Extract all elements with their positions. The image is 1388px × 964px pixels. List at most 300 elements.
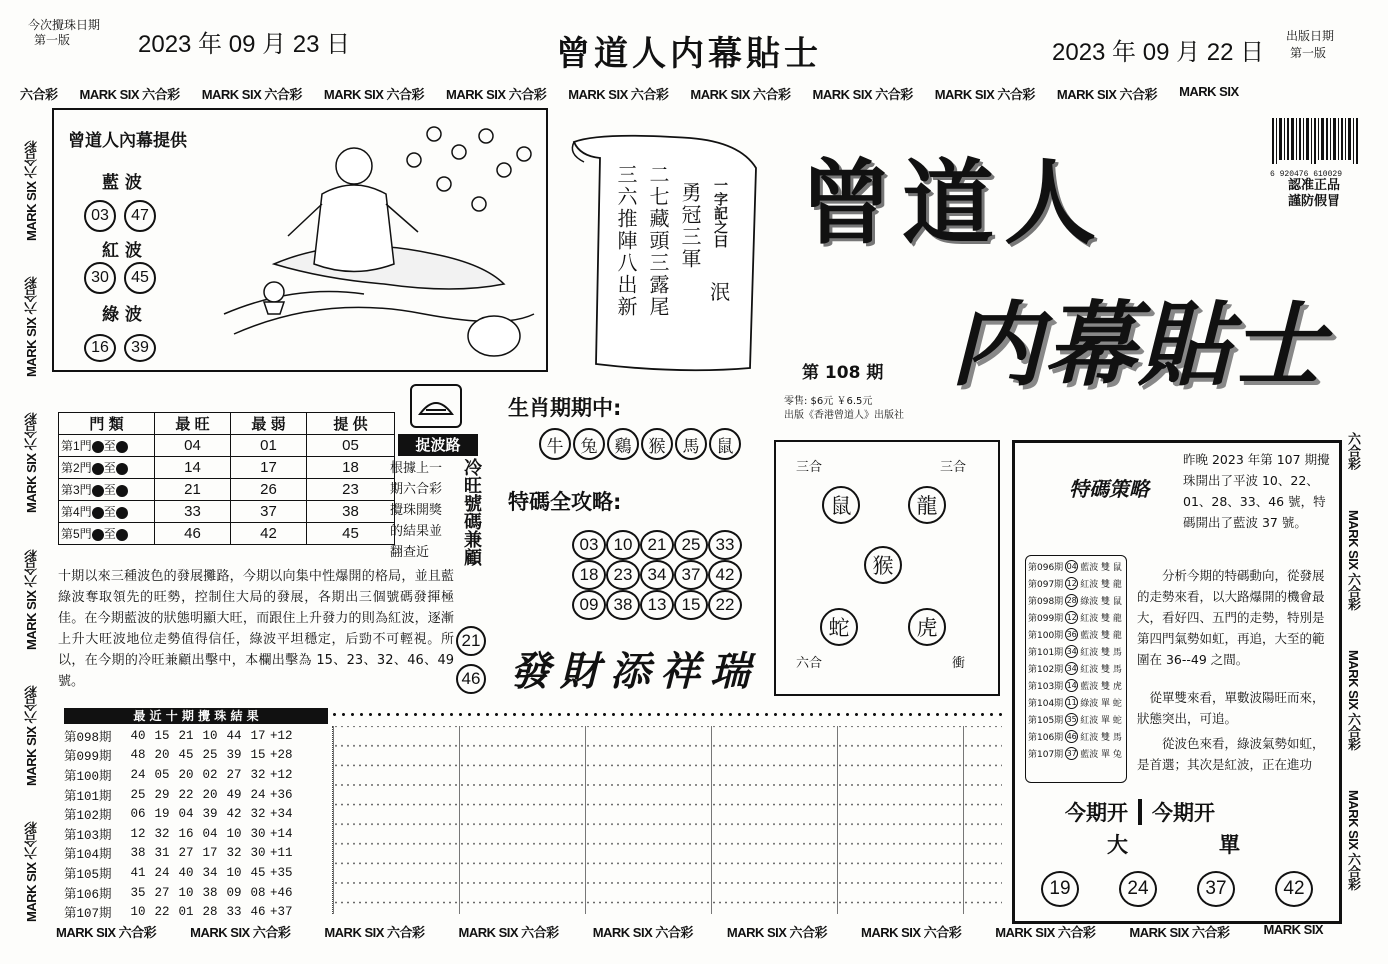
history-row xyxy=(1028,677,1126,694)
result-special-num: 12 xyxy=(277,767,293,782)
brand-mark: MARK SIX 六合彩 xyxy=(934,87,1035,102)
result-num: 17 xyxy=(250,728,266,743)
wave-route-title: 捉波路 xyxy=(398,434,478,456)
blue-wave-label: 藍 波 xyxy=(102,173,142,193)
special-row xyxy=(572,560,742,590)
gate-label: 第1門 xyxy=(61,439,92,453)
history-text: 藍波 雙 龍 xyxy=(1080,631,1122,641)
harmony-tr: 三合 xyxy=(940,460,967,475)
result-num: 24 xyxy=(130,767,146,782)
brand-mark: MARK SIX 六合彩 xyxy=(1346,509,1361,610)
result-special: +12 xyxy=(270,767,293,782)
result-num: 35 xyxy=(130,885,146,900)
result-period: 第099期 xyxy=(64,750,112,765)
history-period: 第099期 xyxy=(1028,614,1064,624)
red-wave-label: 紅 波 xyxy=(102,241,142,261)
gate-give: 05 xyxy=(307,435,395,457)
zodiac-animals xyxy=(538,428,742,460)
result-num: 15 xyxy=(250,748,266,763)
zodiac-animal: 兔 xyxy=(573,428,605,460)
result-period: 第102期 xyxy=(64,809,112,824)
results-title: 最 近 十 期 攪 珠 結 果 xyxy=(64,708,328,724)
history-text: 紅波 雙 馬 xyxy=(1080,648,1122,658)
special-slogan: 發財添祥瑞 xyxy=(510,649,760,695)
harmony-dragon: 龍 xyxy=(908,486,946,524)
wave-provider: 曾道人內幕提供 xyxy=(68,131,187,151)
gate-cold: 01 xyxy=(231,435,307,457)
result-special: +36 xyxy=(270,787,293,802)
result-num: 40 xyxy=(130,728,146,743)
history-num: 35 xyxy=(1066,715,1077,724)
result-special: +37 xyxy=(270,905,293,920)
issue-price: 零售: $6元 ￥6.5元 xyxy=(784,396,873,407)
special-num: 38 xyxy=(606,590,640,620)
special-num: 13 xyxy=(640,590,674,620)
gate-table-grid xyxy=(58,412,395,545)
draw-edition: 第一版 xyxy=(34,33,71,47)
brand-mark: MARK SIX 六合彩 xyxy=(56,925,157,940)
result-num: 09 xyxy=(226,885,242,900)
special-num: 23 xyxy=(606,560,640,590)
dot-icon xyxy=(92,485,104,497)
brand-mark: MARK SIX 六合彩 xyxy=(446,87,547,102)
result-special: +35 xyxy=(270,865,293,880)
history-row xyxy=(1028,626,1126,643)
gate-header: 門 類 xyxy=(59,413,155,435)
issue-number: 第 108 期 xyxy=(802,363,884,383)
history-text: 紅波 雙 馬 xyxy=(1080,665,1122,675)
result-num: 04 xyxy=(202,826,218,841)
result-period: 第105期 xyxy=(64,867,112,882)
history-num: 11 xyxy=(1066,698,1077,707)
result-num: 42 xyxy=(226,807,242,822)
strategy-num: 37 xyxy=(1197,871,1235,907)
result-num: 41 xyxy=(130,865,146,880)
special-num: 25 xyxy=(674,530,708,560)
brand-mark: MARK SIX 六合彩 xyxy=(1056,87,1158,102)
gate-table xyxy=(58,412,395,545)
history-period: 第102期 xyxy=(1028,665,1064,675)
result-special-num: 34 xyxy=(277,807,293,822)
brand-mark-end: MARK SIX xyxy=(1179,84,1239,99)
gate-cold: 17 xyxy=(231,457,307,479)
history-period: 第105期 xyxy=(1028,716,1064,726)
result-num: 49 xyxy=(226,787,242,802)
table-row xyxy=(59,457,395,479)
blue-wave-num: 47 xyxy=(124,200,156,232)
blue-wave-nums xyxy=(84,200,156,232)
brand-mark: MARK SIX 六合彩 xyxy=(861,925,962,940)
history-period: 第096期 xyxy=(1028,563,1064,573)
gate-give: 23 xyxy=(307,479,395,501)
dot-icon xyxy=(92,463,104,475)
gate-give: 38 xyxy=(307,501,395,523)
green-wave-num: 16 xyxy=(84,334,116,362)
result-num: 33 xyxy=(226,905,242,920)
poem-side-word: 泯 xyxy=(710,280,730,304)
brand-mark: MARK SIX 六合彩 xyxy=(324,925,425,940)
history-text: 紅波 單 蛇 xyxy=(1080,716,1122,726)
brand-mark: MARK SIX 六合彩 xyxy=(190,925,291,940)
result-special-num: 28 xyxy=(277,748,293,763)
strategy-p2: 從單雙來看，單數波陽旺而來，狀態突出，可追。 xyxy=(1137,690,1325,726)
special-num: 09 xyxy=(572,590,606,620)
history-num: 34 xyxy=(1066,647,1077,656)
gate-header: 最 旺 xyxy=(155,413,231,435)
result-num: 21 xyxy=(178,728,194,743)
result-period: 第100期 xyxy=(64,769,112,784)
result-num: 31 xyxy=(154,846,170,861)
wave-panel xyxy=(52,108,548,372)
dot-icon xyxy=(116,485,128,497)
history-period: 第098期 xyxy=(1028,597,1064,607)
result-num: 39 xyxy=(226,748,242,763)
strategy-num: 24 xyxy=(1119,871,1157,907)
result-num: 24 xyxy=(154,865,170,880)
history-text: 綠波 單 蛇 xyxy=(1080,699,1122,709)
brand-mark: MARK SIX 六合彩 xyxy=(24,277,39,378)
red-wave-num: 45 xyxy=(124,262,156,294)
pub-label: 出版日期 xyxy=(1286,29,1335,43)
history-row xyxy=(1028,745,1126,762)
result-num: 15 xyxy=(154,728,170,743)
history-text: 紅波 雙 龍 xyxy=(1080,614,1122,624)
brand-mark: MARK SIX 六合彩 xyxy=(24,821,39,922)
result-special-num: 14 xyxy=(277,826,293,841)
strategy-num: 19 xyxy=(1041,871,1079,907)
barcode-icon xyxy=(1270,118,1360,166)
special-num: 18 xyxy=(572,560,606,590)
zodiac-animal: 牛 xyxy=(539,428,571,460)
result-num: 39 xyxy=(202,807,218,822)
history-row xyxy=(1028,575,1126,592)
gate-cold: 42 xyxy=(231,523,307,545)
history-num: 14 xyxy=(1066,681,1077,690)
result-special: +46 xyxy=(270,885,293,900)
history-num: 34 xyxy=(1066,664,1077,673)
gate-label: 第4門 xyxy=(61,505,92,519)
result-num: 17 xyxy=(202,846,218,861)
brand-mark: MARK SIX 六合彩 xyxy=(24,413,39,514)
history-text: 藍波 雙 虎 xyxy=(1080,682,1122,692)
result-num: 06 xyxy=(130,807,146,822)
result-num: 27 xyxy=(178,846,194,861)
gate-hot: 21 xyxy=(155,479,231,501)
table-row xyxy=(64,902,300,922)
special-num: 21 xyxy=(640,530,674,560)
green-wave-label: 綠 波 xyxy=(102,305,142,325)
result-num: 10 xyxy=(178,885,194,900)
gate-cold: 37 xyxy=(231,501,307,523)
strategy-num: 42 xyxy=(1275,871,1313,907)
result-num: 05 xyxy=(154,767,170,782)
barcode-digits: 6 920476 610029 xyxy=(1270,170,1343,179)
gate-label: 第5門 xyxy=(61,527,92,541)
brand-lhc: 六合彩 xyxy=(20,87,58,102)
brand-mark: MARK SIX 六合彩 xyxy=(458,925,559,940)
special-num: 03 xyxy=(572,530,606,560)
history-row xyxy=(1028,558,1126,575)
table-row xyxy=(64,844,300,864)
green-wave-num: 39 xyxy=(124,334,156,362)
results-dot-grid xyxy=(332,726,1002,914)
table-row xyxy=(64,824,300,844)
draw-date: 2023 年 09 月 23 日 xyxy=(138,31,351,58)
logo-line2: 内幕貼士 xyxy=(950,292,1327,399)
dot-icon xyxy=(116,529,128,541)
result-num: 08 xyxy=(250,885,266,900)
result-num: 29 xyxy=(154,787,170,802)
sage-illustration xyxy=(204,114,544,368)
brand-mark: 六合彩 xyxy=(1346,432,1361,470)
issue-publisher: 出版《香港曾道人》出版社 xyxy=(784,410,904,421)
result-period: 第104期 xyxy=(64,848,112,863)
pub-date: 2023 年 09 月 22 日 xyxy=(1052,39,1265,66)
result-num: 45 xyxy=(178,748,194,763)
gate-give: 45 xyxy=(307,523,395,545)
result-num: 22 xyxy=(178,787,194,802)
green-wave-nums xyxy=(84,334,156,362)
result-num: 25 xyxy=(130,787,146,802)
harmony-snake: 蛇 xyxy=(820,608,858,646)
table-row xyxy=(64,785,300,805)
result-special: +12 xyxy=(270,728,293,743)
result-num: 16 xyxy=(178,826,194,841)
result-num: 27 xyxy=(226,767,242,782)
result-num: 10 xyxy=(202,728,218,743)
authentic-notice xyxy=(1288,178,1340,210)
table-row xyxy=(64,765,300,785)
result-num: 40 xyxy=(178,865,194,880)
history-num: 36 xyxy=(1066,630,1077,639)
result-num: 01 xyxy=(178,905,194,920)
results-panel xyxy=(58,708,1004,922)
strategy-p1: 分析今期的特碼動向，從發展的走勢來看，以大路爆開的機會最大，看好四、五門的走勢，特別是第四門氣勢如虹，再追，大至的範圍在 36--49 之間。 xyxy=(1137,568,1325,667)
result-num: 30 xyxy=(250,826,266,841)
zodiac-title: 生肖期期中: xyxy=(508,396,622,420)
result-num: 12 xyxy=(130,826,146,841)
wave-route-num: 21 xyxy=(456,626,486,656)
history-period: 第107期 xyxy=(1028,750,1064,760)
brand-mark: MARK SIX 六合彩 xyxy=(995,925,1096,940)
result-special: +34 xyxy=(270,807,293,822)
special-num: 33 xyxy=(708,530,742,560)
poem-col3: 勇冠三軍 xyxy=(678,182,702,270)
gate-label: 第2門 xyxy=(61,461,92,475)
result-special: +11 xyxy=(270,846,293,861)
history-row xyxy=(1028,609,1126,626)
history-num: 28 xyxy=(1066,596,1077,605)
harmony-monkey: 猴 xyxy=(864,546,902,584)
result-num: 45 xyxy=(250,865,266,880)
brand-mark: MARK SIX 六合彩 xyxy=(24,140,39,242)
history-text: 紅波 雙 龍 xyxy=(1080,580,1122,590)
draw-label: 今次攪珠日期 xyxy=(28,18,101,32)
harmony-bl: 六合 xyxy=(796,656,823,671)
history-text: 紅波 雙 馬 xyxy=(1080,733,1122,743)
history-period: 第103期 xyxy=(1028,682,1064,692)
result-special-num: 46 xyxy=(277,885,293,900)
result-num: 25 xyxy=(202,748,218,763)
history-row xyxy=(1028,711,1126,728)
result-num: 30 xyxy=(250,846,266,861)
result-num: 48 xyxy=(130,748,146,763)
result-num: 20 xyxy=(202,787,218,802)
history-num: 12 xyxy=(1066,579,1077,588)
result-num: 10 xyxy=(226,865,242,880)
table-row xyxy=(59,479,395,501)
brand-mark: MARK SIX 六合彩 xyxy=(1129,925,1230,940)
dot-icon xyxy=(92,507,104,519)
strategy-nums xyxy=(1041,871,1313,907)
table-row xyxy=(64,883,300,903)
history-num: 04 xyxy=(1066,562,1077,571)
result-num: 24 xyxy=(250,787,266,802)
special-row xyxy=(572,530,742,560)
auth-line2: 謹防假冒 xyxy=(1288,194,1341,209)
wave-route-narrow: 根據上一期六合彩攪珠開獎的結果並翻查近 xyxy=(390,461,443,560)
strategy-p3: 從波色來看，綠波氣勢如虹，是首選；其次是紅波，正在進功 xyxy=(1137,736,1325,772)
history-row xyxy=(1028,592,1126,609)
brand-mark: MARK SIX 六合彩 xyxy=(568,87,669,102)
draw-date-label xyxy=(28,18,100,48)
result-num: 10 xyxy=(226,826,242,841)
gate-cold: 26 xyxy=(231,479,307,501)
gate-header: 提 供 xyxy=(307,413,395,435)
strategy-parity: 單 xyxy=(1219,833,1240,857)
table-row xyxy=(64,804,300,824)
strategy-panel xyxy=(1012,440,1342,924)
zodiac-animal: 猴 xyxy=(641,428,673,460)
result-period: 第103期 xyxy=(64,828,112,843)
history-row xyxy=(1028,694,1126,711)
result-num: 04 xyxy=(178,807,194,822)
history-period: 第106期 xyxy=(1028,733,1064,743)
results-rows xyxy=(64,726,300,922)
history-period: 第104期 xyxy=(1028,699,1064,709)
auth-line1: 認准正品 xyxy=(1288,178,1341,193)
history-period: 第097期 xyxy=(1028,580,1064,590)
gate-hot: 46 xyxy=(155,523,231,545)
special-num: 15 xyxy=(674,590,708,620)
brand-mark: MARK SIX 六合彩 xyxy=(24,685,39,786)
gate-hot: 14 xyxy=(155,457,231,479)
dot-icon xyxy=(116,441,128,453)
result-num: 32 xyxy=(226,846,242,861)
history-num: 37 xyxy=(1066,749,1077,758)
brand-mark: MARK SIX 六合彩 xyxy=(1346,649,1361,750)
result-special: +28 xyxy=(270,748,293,763)
scroll-poem xyxy=(560,128,770,378)
history-text: 藍波 雙 鼠 xyxy=(1080,563,1122,573)
table-row xyxy=(64,863,300,883)
open-divider xyxy=(1138,799,1142,825)
result-num: 32 xyxy=(250,767,266,782)
blue-wave-num: 03 xyxy=(84,200,116,232)
pub-edition: 第一版 xyxy=(1290,46,1327,60)
result-num: 19 xyxy=(154,807,170,822)
history-num: 46 xyxy=(1066,732,1077,741)
result-num: 34 xyxy=(202,865,218,880)
wave-route-body: 十期以來三種波色的發展攤路，今期以向集中性爆開的格局，並且藍綠波奪取領先的旺勢，控制住大局的發展，各期出三個號碼發揮極佳。在今期藍波的狀態明顯大旺，而跟住上升發力的則為紅波，逐漸上升大旺波地位走勢值得信任，綠波平坦穩定，后勁不可輕視。所以，在今期的冷旺兼顧出擊中，本欄出擊為 15、23、32、46、49 號。 xyxy=(58,569,454,689)
gate-hot: 33 xyxy=(155,501,231,523)
special-grid xyxy=(572,530,742,620)
dot-icon xyxy=(92,441,104,453)
red-wave-num: 30 xyxy=(84,262,116,294)
result-period: 第106期 xyxy=(64,887,112,902)
red-wave-nums xyxy=(84,262,156,294)
history-text: 綠波 雙 鼠 xyxy=(1080,597,1122,607)
special-num: 34 xyxy=(640,560,674,590)
brand-band-bottom xyxy=(56,922,1356,941)
gate-hot: 04 xyxy=(155,435,231,457)
dot-icon xyxy=(116,463,128,475)
result-special-num: 11 xyxy=(277,846,293,861)
page-title: 曾道人内幕貼士 xyxy=(556,34,822,74)
harmony-tl: 三合 xyxy=(796,460,823,475)
result-special-num: 37 xyxy=(277,905,293,920)
result-special-num: 12 xyxy=(277,728,293,743)
result-num: 02 xyxy=(202,767,218,782)
gate-to: 至 xyxy=(103,527,116,541)
brand-mark: MARK SIX 六合彩 xyxy=(323,87,425,102)
result-num: 10 xyxy=(130,905,146,920)
open-right: 今期开 xyxy=(1152,801,1215,825)
table-row xyxy=(59,501,395,523)
wave-route-icon xyxy=(410,384,462,428)
result-num: 46 xyxy=(250,905,266,920)
wave-route-side: 冷旺號碼兼顧 xyxy=(461,458,482,566)
result-num: 20 xyxy=(154,748,170,763)
result-num: 32 xyxy=(154,826,170,841)
result-period: 第107期 xyxy=(64,907,112,922)
dot-icon xyxy=(116,507,128,519)
barcode xyxy=(1270,118,1360,179)
result-num: 27 xyxy=(154,885,170,900)
pub-date-label xyxy=(1286,28,1334,62)
brand-mark: MARK SIX 六合彩 xyxy=(79,87,180,102)
harmony-br: 衝 xyxy=(952,656,966,671)
result-num: 22 xyxy=(154,905,170,920)
brand-mark: MARK SIX 六合彩 xyxy=(812,87,913,102)
poem-col2: 二七藏頭三露尾 xyxy=(646,164,670,318)
brand-mark: MARK SIX 六合彩 xyxy=(726,925,828,940)
history-row xyxy=(1028,643,1126,660)
history-period: 第100期 xyxy=(1028,631,1064,641)
wave-route-nums xyxy=(456,626,486,694)
result-special-num: 36 xyxy=(277,787,293,802)
zodiac-animal: 鷄 xyxy=(607,428,639,460)
gate-to: 至 xyxy=(103,483,116,497)
result-period: 第101期 xyxy=(64,789,112,804)
history-row xyxy=(1028,728,1126,745)
strategy-history xyxy=(1025,555,1127,783)
zodiac-animal: 馬 xyxy=(675,428,707,460)
poem-col1: 三六推陣八出新 xyxy=(614,164,638,318)
dot-icon xyxy=(92,529,104,541)
result-num: 20 xyxy=(178,767,194,782)
history-row xyxy=(1028,660,1126,677)
fish-icon xyxy=(416,390,456,422)
history-period: 第101期 xyxy=(1028,648,1064,658)
table-row xyxy=(59,435,395,457)
special-row xyxy=(572,590,742,620)
gate-give: 18 xyxy=(307,457,395,479)
poem-side-title: 一字記之曰 xyxy=(712,178,728,248)
brand-mark: MARK SIX 六合彩 xyxy=(24,549,39,650)
harmony-tiger: 虎 xyxy=(908,608,946,646)
brand-mark: MARK SIX 六合彩 xyxy=(690,87,791,102)
